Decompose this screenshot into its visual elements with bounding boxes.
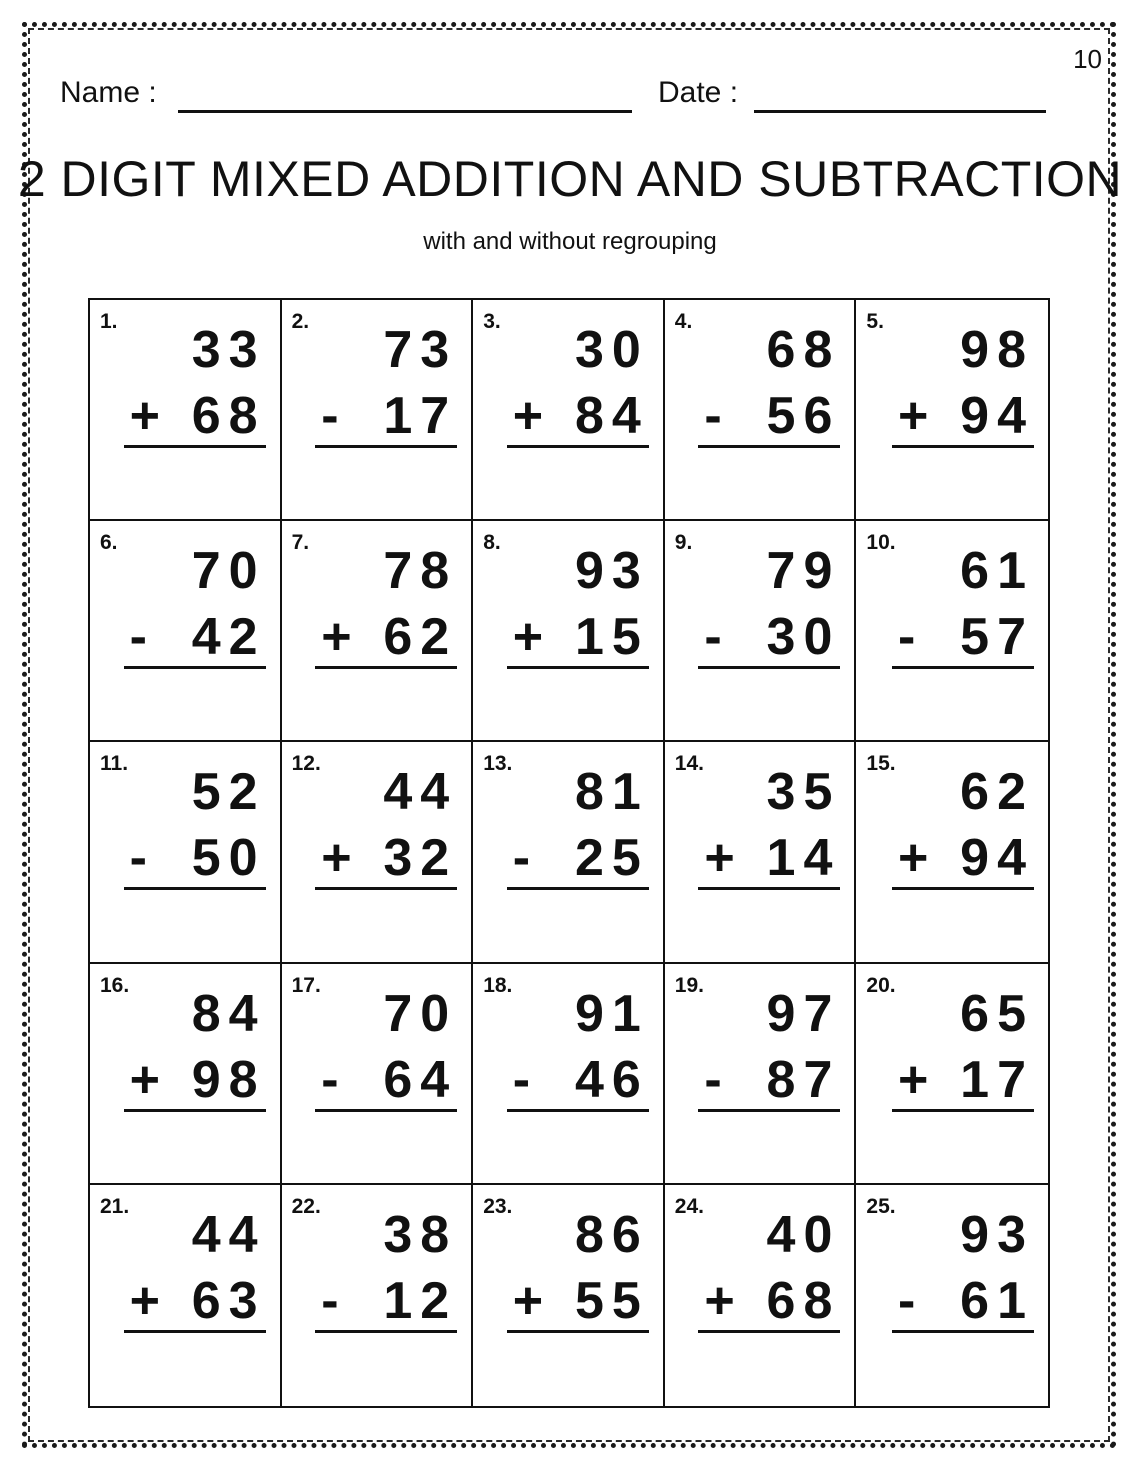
top-operand: 78: [383, 542, 458, 601]
worksheet-subtitle: with and without regrouping: [423, 228, 717, 255]
answer-line: [892, 1050, 1034, 1112]
top-operand: 33: [191, 321, 266, 379]
problem-number: 22.: [291, 1194, 321, 1218]
problem-number: 15.: [866, 752, 896, 776]
name-label: Name :: [60, 76, 157, 109]
problem-cell[interactable]: [90, 964, 282, 1185]
answer-line: [124, 1050, 266, 1112]
bottom-operand: 17: [960, 1050, 1034, 1109]
answer-line: [507, 828, 649, 890]
problem-cell[interactable]: [282, 964, 474, 1185]
operator-sign: +: [512, 608, 544, 667]
problem-cell[interactable]: [90, 300, 282, 521]
answer-line: [892, 1271, 1034, 1333]
answer-line: [698, 1050, 840, 1112]
operator-sign: +: [898, 387, 929, 445]
operator-sign: +: [321, 829, 352, 888]
answer-line: [124, 386, 266, 448]
problem-number: 7.: [291, 531, 310, 555]
bottom-operand: 61: [960, 1271, 1034, 1330]
operator-sign: -: [898, 1271, 916, 1330]
problem-number: 6.: [100, 531, 118, 555]
answer-line: [698, 1271, 840, 1333]
bottom-operand: 42: [191, 608, 266, 667]
top-operand: 93: [960, 1205, 1034, 1264]
problem-number: 2.: [291, 310, 310, 333]
operator-sign: +: [898, 829, 929, 888]
operator-sign: +: [321, 608, 352, 667]
answer-line: [315, 607, 457, 669]
operator-sign: +: [129, 1050, 160, 1109]
problem-cell[interactable]: [473, 521, 665, 742]
problem-number: 13.: [483, 752, 513, 776]
operator-sign: +: [898, 1050, 929, 1109]
answer-line: [507, 1050, 649, 1112]
problem-number: 19.: [674, 973, 704, 997]
problem-number: 14.: [674, 752, 704, 776]
answer-line: [315, 1050, 457, 1112]
date-field[interactable]: [754, 110, 1046, 113]
problem-cell[interactable]: [90, 1185, 282, 1406]
problem-number: 9.: [674, 531, 693, 555]
top-operand: 30: [574, 321, 649, 379]
bottom-operand: 14: [766, 829, 841, 888]
answer-line: [698, 607, 840, 669]
problem-number: 5.: [866, 310, 884, 333]
bottom-operand: 98: [191, 1050, 266, 1109]
operator-sign: -: [321, 1271, 339, 1330]
top-operand: 68: [766, 321, 841, 379]
operator-sign: +: [512, 1271, 544, 1330]
problem-cell[interactable]: [665, 300, 857, 521]
bottom-operand: 30: [766, 608, 841, 667]
answer-line: [315, 828, 457, 890]
answer-line: [124, 607, 266, 669]
answer-line: [507, 607, 649, 669]
top-operand: 86: [574, 1205, 649, 1264]
problem-number: 21.: [100, 1194, 130, 1218]
top-operand: 84: [191, 984, 266, 1043]
date-label: Date :: [658, 76, 739, 109]
operator-sign: -: [129, 608, 147, 667]
answer-line: [698, 828, 840, 890]
problem-number: 8.: [483, 531, 501, 555]
operator-sign: -: [898, 608, 916, 667]
problem-number: 20.: [866, 973, 896, 997]
answer-line: [315, 386, 457, 448]
problem-cell[interactable]: [473, 742, 665, 963]
bottom-operand: 32: [383, 829, 458, 888]
bottom-operand: 46: [574, 1050, 649, 1109]
problem-cell[interactable]: [665, 964, 857, 1185]
bottom-operand: 25: [574, 829, 649, 888]
operator-sign: -: [129, 829, 147, 888]
problem-number: 25.: [866, 1194, 896, 1218]
top-operand: 81: [574, 763, 649, 822]
operator-sign: -: [512, 1050, 531, 1109]
top-operand: 73: [383, 321, 458, 379]
name-field[interactable]: [178, 110, 632, 113]
top-operand: 61: [960, 542, 1034, 601]
top-operand: 70: [191, 542, 266, 601]
problem-cell[interactable]: [856, 1185, 1048, 1406]
operator-sign: -: [512, 829, 531, 888]
problem-number: 3.: [483, 310, 501, 333]
problem-cell[interactable]: [856, 964, 1048, 1185]
page-number: 10: [1073, 44, 1102, 74]
problem-cell[interactable]: [473, 964, 665, 1185]
bottom-operand: 57: [960, 608, 1034, 667]
top-operand: 98: [960, 321, 1034, 379]
problem-number: 17.: [291, 973, 321, 997]
top-operand: 70: [383, 984, 458, 1043]
problem-number: 11.: [100, 752, 129, 776]
bottom-operand: 64: [383, 1050, 458, 1109]
bottom-operand: 15: [574, 608, 649, 667]
problem-grid: [88, 298, 1050, 1408]
answer-line: [315, 1271, 457, 1333]
operator-sign: +: [129, 1271, 160, 1330]
problem-cell[interactable]: [665, 521, 857, 742]
problem-cell[interactable]: [856, 521, 1048, 742]
problem-cell[interactable]: [282, 521, 474, 742]
answer-line: [892, 607, 1034, 669]
top-operand: 35: [766, 763, 841, 822]
bottom-operand: 12: [383, 1271, 458, 1330]
answer-line: [698, 386, 840, 448]
operator-sign: +: [704, 829, 735, 888]
problem-number: 4.: [674, 310, 693, 333]
problem-cell[interactable]: [473, 300, 665, 521]
top-operand: 93: [574, 542, 649, 601]
bottom-operand: 84: [574, 387, 649, 445]
operator-sign: +: [704, 1271, 735, 1330]
top-operand: 79: [766, 542, 841, 601]
problem-cell[interactable]: [665, 1185, 857, 1406]
operator-sign: -: [704, 608, 722, 667]
bottom-operand: 87: [766, 1050, 841, 1109]
problem-cell[interactable]: [665, 742, 857, 963]
top-operand: 44: [191, 1205, 266, 1264]
operator-sign: +: [129, 387, 160, 445]
problem-number: 24.: [674, 1194, 704, 1218]
problem-number: 1.: [100, 310, 118, 333]
name-date-row: [60, 70, 1060, 120]
bottom-operand: 50: [191, 829, 266, 888]
bottom-operand: 62: [383, 608, 458, 667]
operator-sign: -: [321, 387, 339, 445]
problem-cell[interactable]: [282, 1185, 474, 1406]
answer-line: [507, 386, 649, 448]
answer-line: [124, 1271, 266, 1333]
top-operand: 62: [960, 763, 1034, 822]
top-operand: 65: [960, 984, 1034, 1043]
top-operand: 44: [383, 763, 458, 822]
top-operand: 52: [191, 763, 266, 822]
bottom-operand: 63: [191, 1271, 266, 1330]
problem-cell[interactable]: [856, 742, 1048, 963]
bottom-operand: 68: [191, 387, 266, 445]
top-operand: 97: [766, 984, 841, 1043]
answer-line: [507, 1271, 649, 1333]
bottom-operand: 55: [574, 1271, 649, 1330]
problem-number: 16.: [100, 973, 130, 997]
answer-line: [892, 386, 1034, 448]
problem-number: 12.: [291, 752, 321, 776]
bottom-operand: 94: [960, 387, 1034, 445]
problem-cell[interactable]: [282, 742, 474, 963]
problem-cell[interactable]: [90, 742, 282, 963]
problem-number: 10.: [866, 531, 896, 555]
problem-cell[interactable]: [473, 1185, 665, 1406]
bottom-operand: 68: [766, 1271, 841, 1330]
top-operand: 91: [574, 984, 649, 1043]
problem-number: 23.: [483, 1194, 513, 1218]
bottom-operand: 17: [383, 387, 458, 445]
top-operand: 38: [383, 1205, 458, 1264]
operator-sign: +: [512, 387, 544, 445]
problem-cell[interactable]: [856, 300, 1048, 521]
operator-sign: -: [704, 1050, 722, 1109]
problem-number: 18.: [483, 973, 513, 997]
operator-sign: -: [704, 387, 722, 445]
bottom-operand: 56: [766, 387, 841, 445]
problem-cell[interactable]: [90, 521, 282, 742]
answer-line: [892, 828, 1034, 890]
bottom-operand: 94: [960, 829, 1034, 888]
worksheet-title: 2 DIGIT MIXED ADDITION AND SUBTRACTION: [17, 151, 1123, 207]
answer-line: [124, 828, 266, 890]
top-operand: 40: [766, 1205, 841, 1264]
operator-sign: -: [321, 1050, 339, 1109]
problem-cell[interactable]: [282, 300, 474, 521]
